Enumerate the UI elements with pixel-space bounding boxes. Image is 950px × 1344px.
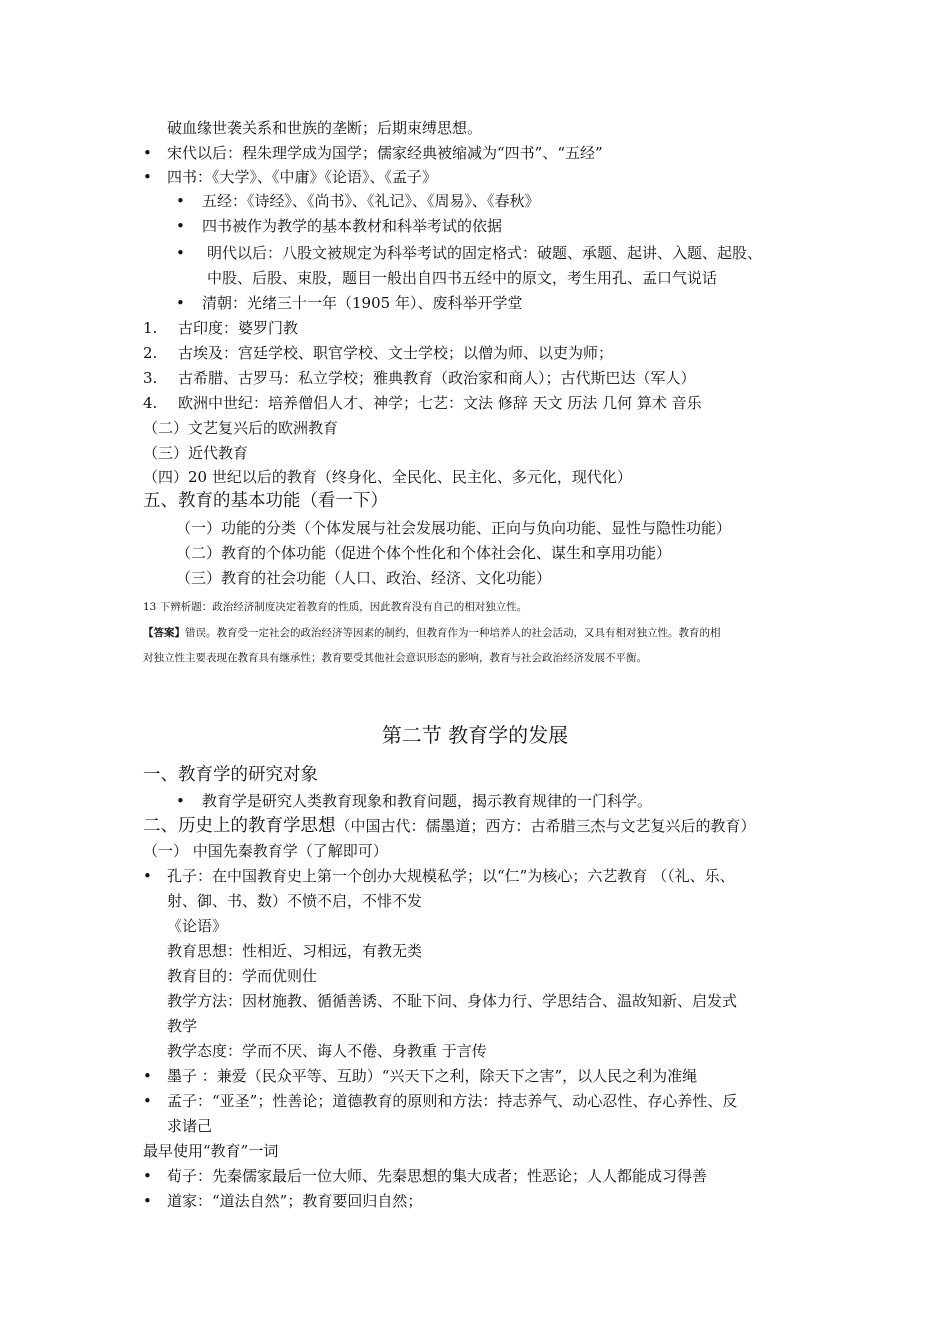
bullet: • — [143, 1192, 152, 1210]
text-line: （一）功能的分类（个体发展与社会发展功能、正向与负向功能、显性与隐性功能） — [176, 519, 732, 537]
bullet: • — [143, 1067, 152, 1085]
text-line: 最早使用“教育”一词 — [143, 1142, 279, 1160]
section-heading: 一、教育学的研究对象 — [143, 765, 318, 785]
text-line: 道家：“道法自然”；教育要回归自然； — [167, 1192, 423, 1210]
text-line: 孟子：“亚圣”；性善论；道德教育的原则和方法：持志养气、动心忍性、存心养性、反 — [167, 1092, 738, 1110]
answer-text: 错误。教育受一定社会的政治经济等因素的制约，但教育作为一种培养人的社会活动，又具有相对独立性。教育的相 — [185, 627, 721, 639]
text-line: 古印度：婆罗门教 — [178, 319, 299, 337]
section-heading-note: （中国古代：儒墨道；西方：古希腊三杰与文艺复兴后的教育） — [335, 817, 756, 835]
bullet: • — [176, 192, 185, 210]
bullet: • — [176, 217, 185, 235]
bullet: • — [143, 867, 152, 885]
text-line: 清朝：光绪三十一年（1905 年）、废科举开学堂 — [202, 294, 523, 312]
exercise-question: 13 下辨析题：政治经济制度决定着教育的性质，因此教育没有自己的相对独立性。 — [143, 601, 528, 613]
text-line: 宋代以后：程朱理学成为国学；儒家经典被缩减为“四书”、“五经” — [167, 144, 603, 162]
answer-line: 对独立性主要表现在教育具有继承性；教育要受其他社会意识形态的影响，教育与社会政治经济发展不平衡。 — [143, 652, 647, 664]
list-number: 2. — [143, 344, 158, 362]
text-line: 教学 — [167, 1017, 198, 1035]
text-line: （一） 中国先秦教育学（了解即可） — [143, 842, 388, 860]
answer-label: 【答案】 — [143, 627, 185, 639]
text-line: 破血缘世袭关系和世族的垄断；后期束缚思想。 — [167, 119, 483, 137]
text-line: 欧洲中世纪：培养僧侣人才、神学；七艺：文法 修辞 天文 历法 几何 算术 音乐 — [178, 394, 702, 412]
list-number: 4. — [143, 394, 158, 412]
bullet: • — [143, 1167, 152, 1185]
text-line: （三）近代教育 — [143, 444, 249, 462]
text-line: 教育学是研究人类教育现象和教育问题，揭示教育规律的一门科学。 — [202, 792, 653, 810]
text-line: 四书：《大学》、《中庸》《论语》、《孟子》 — [167, 168, 438, 186]
text-line: 求诸己 — [167, 1117, 213, 1135]
text-line: （四）20 世纪以后的教育（终身化、全民化、民主化、多元化，现代化） — [143, 468, 632, 486]
text-line: （三）教育的社会功能（人口、政治、经济、文化功能） — [176, 569, 552, 587]
text-line: （二）教育的个体功能（促进个体个性化和个体社会化、谋生和享用功能） — [176, 544, 672, 562]
bullet: • — [176, 244, 185, 262]
text-line: 古埃及：宫廷学校、职官学校、文士学校；以僧为师、以吏为师； — [178, 344, 614, 362]
bullet: • — [143, 168, 152, 186]
text-line: 五经：《诗经》、《尚书》、《礼记》、《周易》、《春秋》 — [202, 192, 540, 210]
list-number: 1. — [143, 319, 158, 337]
text-line: （二）文艺复兴后的欧洲教育 — [143, 419, 339, 437]
text-line: 四书被作为教学的基本教材和科举考试的依据 — [202, 217, 503, 235]
text-line: 明代以后：八股文被规定为科举考试的固定格式：破题、承题、起讲、入题、起股、 — [207, 244, 763, 262]
text-line: 射、御、书、数）不愤不启，不悱不发 — [167, 892, 423, 910]
text-line: 《论语》 — [167, 917, 228, 935]
section-heading: 五、教育的基本功能（看一下） — [143, 491, 388, 511]
text-line: 荀子：先秦儒家最后一位大师、先秦思想的集大成者；性恶论；人人都能成习得善 — [167, 1167, 708, 1185]
text-line: 孔子：在中国教育史上第一个创办大规模私学；以“仁”为核心；六艺教育 （（礼、乐、 — [167, 867, 735, 885]
section-heading — [143, 815, 756, 837]
bullet: • — [176, 792, 185, 810]
answer-line — [143, 626, 721, 640]
text-line: 古希腊、古罗马：私立学校；雅典教育（政治家和商人）；古代斯巴达（军人） — [178, 369, 696, 387]
list-number: 3. — [143, 369, 158, 387]
bullet: • — [143, 144, 152, 162]
text-line: 中股、后股、束股，题目一般出自四书五经中的原文，考生用孔、孟口气说话 — [207, 269, 718, 287]
text-line: 教育思想：性相近、习相远，有教无类 — [167, 942, 423, 960]
section-heading-main: 二、历史上的教育学思想 — [143, 816, 336, 836]
text-line: 墨子 ：兼爱（民众平等、互助）“兴天下之利，除天下之害”，以人民之利为准绳 — [167, 1067, 698, 1085]
text-line: 教学态度：学而不厌、诲人不倦、身教重 于言传 — [167, 1042, 487, 1060]
page-title: 第二节 教育学的发展 — [381, 723, 569, 747]
bullet: • — [143, 1092, 152, 1110]
text-line: 教学方法：因材施教、循循善诱、不耻下问、身体力行、学思结合、温故知新、启发式 — [167, 992, 738, 1010]
text-line: 教育目的：学而优则仕 — [167, 967, 318, 985]
bullet: • — [176, 294, 185, 312]
